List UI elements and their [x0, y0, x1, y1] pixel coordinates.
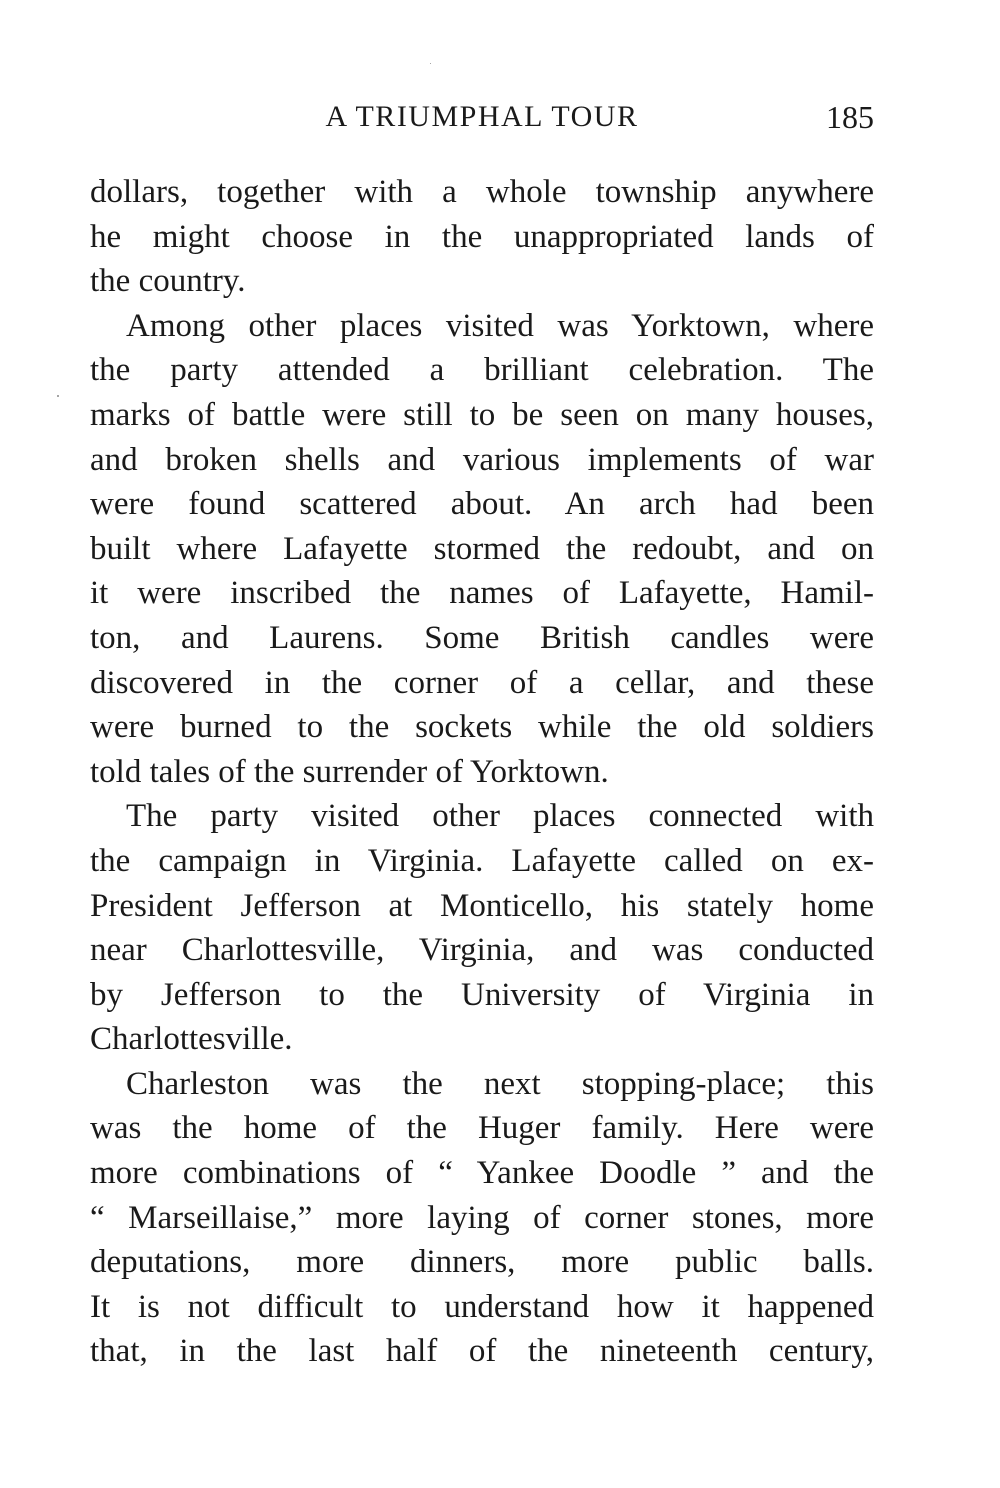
text-line: “ Marseillaise,” more laying of corner stones, more — [90, 1199, 874, 1236]
text-line: near Charlottesville, Virginia, and was conducted — [90, 932, 874, 969]
text-line: deputations, more dinners, more public balls. — [90, 1244, 874, 1281]
paragraph — [90, 304, 874, 795]
text-line: that, in the last half of the nineteenth century, — [90, 1333, 874, 1370]
text-line: were found scattered about. An arch had been — [90, 486, 874, 523]
body-text — [90, 170, 874, 1374]
text-line: Charlottesville. — [90, 1021, 293, 1058]
text-line: it were inscribed the names of Lafayette, Hamil- — [90, 575, 874, 612]
scan-speck — [430, 63, 431, 64]
running-head — [90, 95, 874, 139]
text-line: The party visited other places connected with — [126, 798, 874, 835]
scan-speck — [57, 395, 59, 397]
text-line: the party attended a brilliant celebration. The — [90, 352, 874, 389]
text-line: Among other places visited was Yorktown, where — [126, 307, 874, 344]
text-line: marks of battle were still to be seen on many houses, — [90, 396, 874, 433]
running-title: A TRIUMPHAL TOUR — [325, 100, 639, 133]
text-line: was the home of the Huger family. Here were — [90, 1110, 874, 1147]
text-line: and broken shells and various implements of war — [90, 441, 874, 478]
text-line: President Jefferson at Monticello, his stately home — [90, 887, 874, 924]
page-number: 185 — [826, 99, 874, 135]
text-line: more combinations of “ Yankee Doodle ” and the — [90, 1155, 874, 1192]
text-line: It is not difficult to understand how it happened — [90, 1288, 874, 1325]
paragraph — [90, 1062, 874, 1374]
text-line: the campaign in Virginia. Lafayette called on ex- — [90, 842, 874, 879]
text-line: he might choose in the unappropriated lands of — [90, 218, 874, 255]
text-line: ton, and Laurens. Some British candles were — [90, 619, 874, 656]
text-line: were burned to the sockets while the old soldiers — [90, 709, 874, 746]
paragraph — [90, 794, 874, 1062]
text-line: Charleston was the next stopping-place; this — [126, 1065, 874, 1102]
text-line: the country. — [90, 263, 246, 300]
text-line: built where Lafayette stormed the redoubt, and on — [90, 530, 874, 567]
paragraph — [90, 170, 874, 304]
text-line: discovered in the corner of a cellar, and these — [90, 664, 874, 701]
text-line: dollars, together with a whole township anywhere — [90, 174, 874, 210]
text-line: told tales of the surrender of Yorktown. — [90, 753, 609, 790]
text-line: by Jefferson to the University of Virginia in — [90, 976, 874, 1013]
